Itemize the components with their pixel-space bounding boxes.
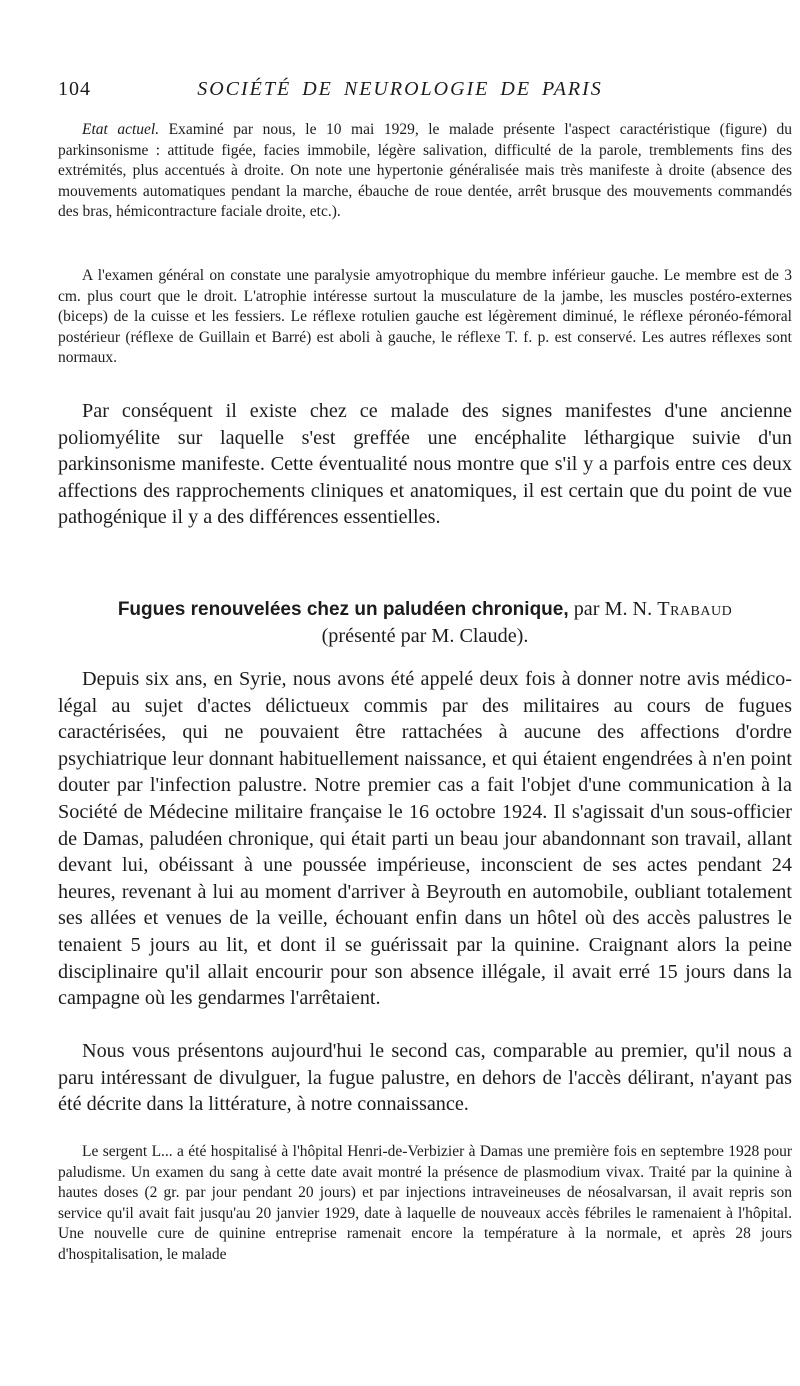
article-case-note: Le sergent L... a été hospitalisé à l'hôpital Henri-de-Verbizier à Damas une première fois en septembre 1928 pour paludisme. Un examen du sang à cette date avait montré la présence de plasmodium vivax. Traité par la quinine à hautes doses (2 gr. par jour pendant 20 jours) et par injections intraveineuses de néosalvarsan, il avait repris son service qu'il avait fait jusqu'au 20 janvier 1929, date à laquelle de nouveaux accès fébriles le ramenaient à l'hôpital. Une nouvelle cure de quinine entreprise ramenait encore la température à la normale, et après 28 jours d'hospitalisation, le malade	[58, 1143, 792, 1263]
article-byline: par M. N.	[573, 598, 653, 620]
page-number: 104	[58, 78, 91, 100]
case-report-paragraph-1	[58, 120, 792, 223]
article-title	[58, 596, 792, 649]
case-report-text-1: Examiné par nous, le 10 mai 1929, le malade présente l'aspect caractéristique (figure) du parkinsonisme : attitude figée, facies immobile, légère salivation, difficulté de la parole, tremblements fins des extrémités, plus accentués à droite. On note une hypertonie généralisée mais très manifeste à droite (absence des mouvements automatiques pendant la marche, ébauche de roue dentée, arrêt brusque des mouvements commandés des bras, hémicontracture faciale droite, etc.).	[58, 121, 793, 221]
running-title: SOCIÉTÉ DE NEUROLOGIE DE PARIS	[197, 78, 603, 100]
article-author: Trabaud	[657, 598, 733, 620]
page-header	[58, 78, 742, 104]
case-report-paragraph-2: A l'examen général on constate une paralysie amyotrophique du membre inférieur gauche. Le membre est de 3 cm. plus court que le droit. L'atrophie intéresse surtout la musculature de la jambe, les muscles postéro-externes (biceps) de la cuisse et les fessiers. Le réflexe rotulien gauche est légèrement diminué, le réflexe péronéo-fémoral postérieur (réflexe de Guillain et Barré) est aboli à gauche, le réflexe T. f. p. est conservé. Les autres réflexes sont normaux.	[58, 267, 792, 367]
article-paragraph-1: Depuis six ans, en Syrie, nous avons été appelé deux fois à donner notre avis médico-légal au sujet d'actes délictueux commis par des militaires au cours de fugues caractérisées, qui ne pouvaient être rattachées à aucune des affections d'ordre psychiatrique leur donnant habituellement naissance, et qui étaient engendrées à n'en point douter par l'infection palustre. Notre premier cas a fait l'objet d'une communication à la Société de Médecine militaire française le 16 octobre 1924. Il s'agissait d'un sous-officier de Damas, paludéen chronique, qui était parti un beau jour abandonnant son travail, allant devant lui, obéissant à une poussée impérieuse, inconscient de ses actes pendant 24 heures, revenant à lui au moment d'arriver à Beyrouth en automobile, oubliant totalement ses allées et venues de la veille, échouant enfin dans un hôtel où des accès palustres le tenaient 5 jours au lit, et dont il se guérissait par la quinine. Craignant alors la peine disciplinaire qu'il allait encourir pour son absence illégale, il avait erré 15 jours dans la campagne où les gendarmes l'arrêtaient.	[58, 668, 792, 1010]
article-paragraph-2: Nous vous présentons aujourd'hui le second cas, comparable au premier, qu'il nous a paru intéressant de divulguer, la fugue palustre, en dehors de l'accès délirant, n'ayant pas été décrite dans la littérature, à notre connaissance.	[58, 1040, 792, 1116]
case-report-lead: Etat actuel.	[82, 121, 160, 138]
article-presented-by: (présenté par M. Claude).	[321, 625, 529, 647]
article-title-text: Fugues renouvelées chez un paludéen chronique,	[117, 599, 569, 620]
conclusion-paragraph: Par conséquent il existe chez ce malade des signes manifestes d'une ancienne poliomyélite sur laquelle s'est greffée une encéphalite léthargique suivie d'un parkinsonisme manifeste. Cette éventualité nous montre que s'il y a parfois entre ces deux affections des rapprochements cliniques et anatomiques, il est certain que du point de vue pathogénique il y a des différences essentielles.	[58, 400, 792, 529]
